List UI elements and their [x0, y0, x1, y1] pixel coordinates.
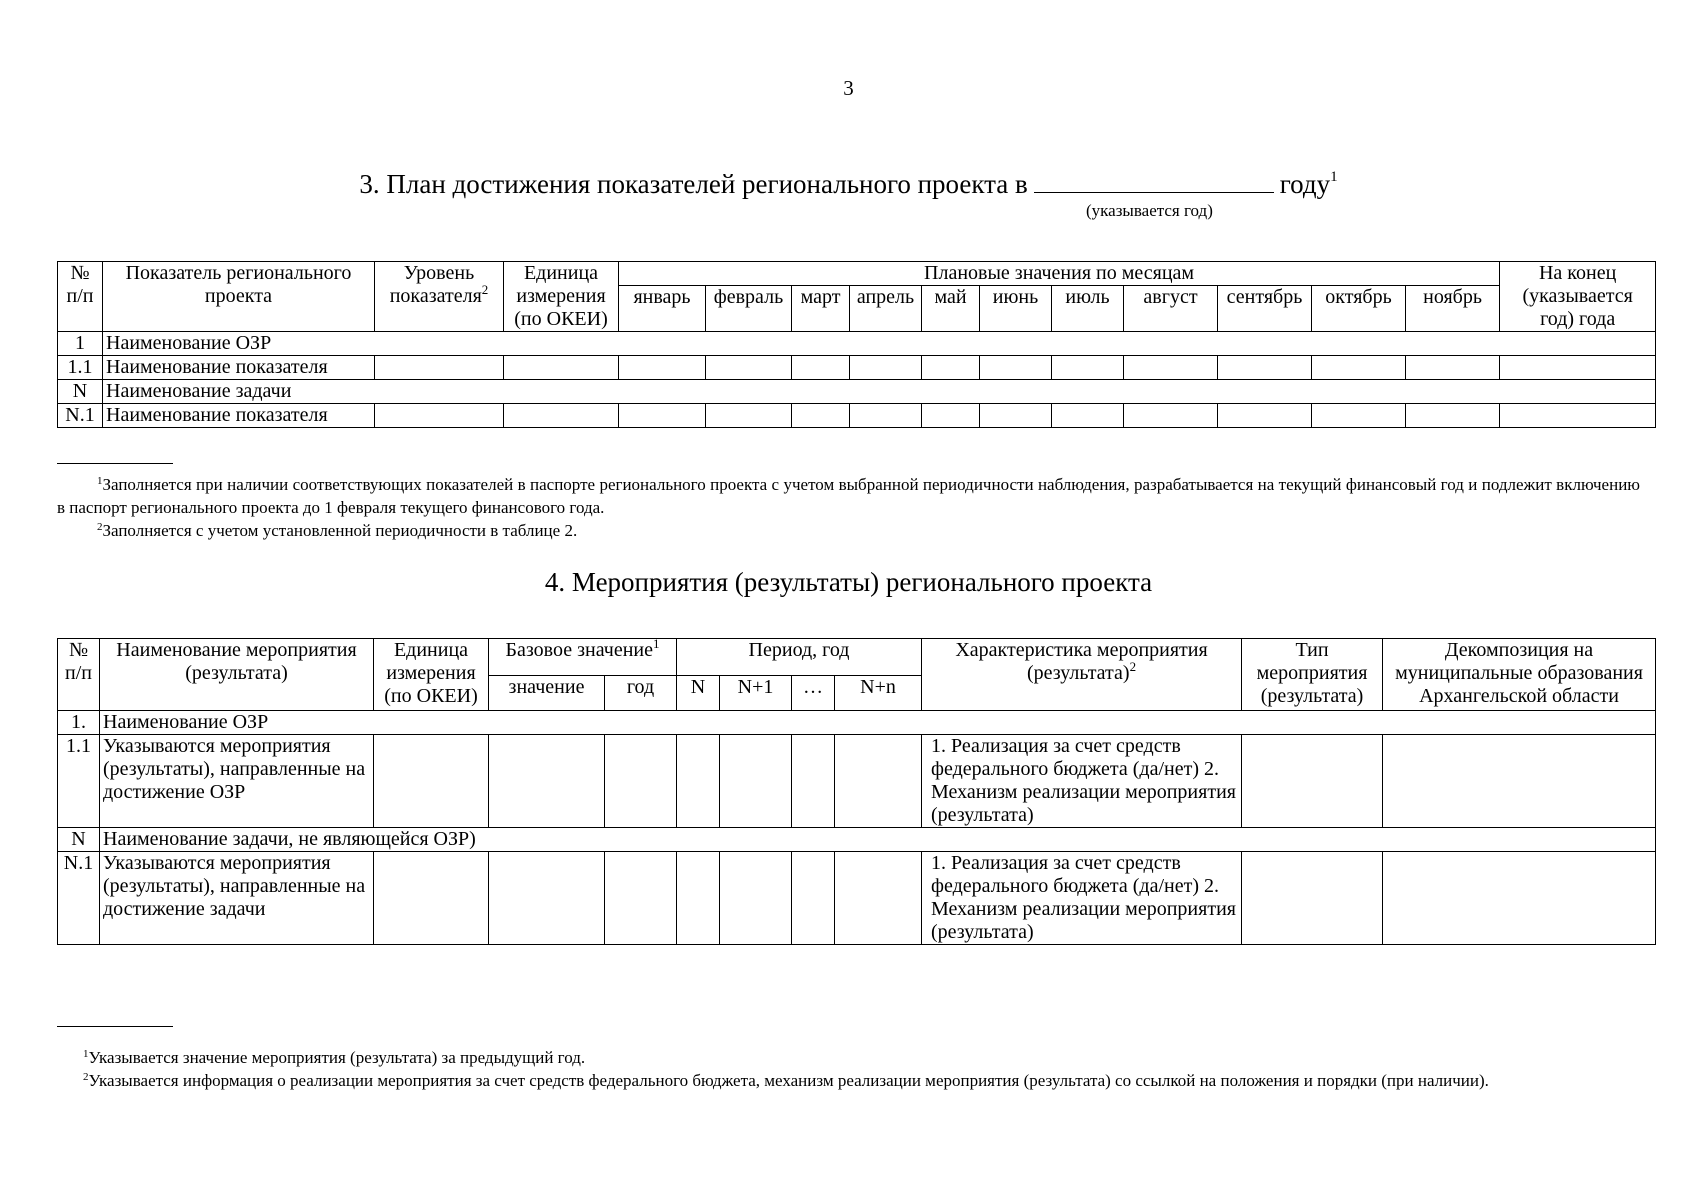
empty-cell	[1218, 356, 1312, 380]
month-may: май	[922, 286, 980, 332]
empty-cell	[504, 356, 619, 380]
empty-cell	[980, 356, 1052, 380]
empty-cell	[605, 852, 677, 945]
row-characteristic: 1. Реализация за счет средств федерального бюджета (да/нет) 2. Механизм реализации мероприятия (результата)	[922, 735, 1242, 828]
indicators-plan-table	[57, 261, 1656, 428]
empty-cell	[1383, 735, 1656, 828]
empty-cell	[1383, 852, 1656, 945]
empty-cell	[1312, 404, 1406, 428]
section4-footnotes	[57, 1046, 1640, 1092]
footnote-text: Указывается информация о реализации мероприятия за счет средств федерального бюджета, механизм реализации мероприятия (результата) со ссылкой на положения и порядки (при наличии).	[88, 1071, 1489, 1090]
header-level	[375, 262, 504, 332]
row-name: Наименование показателя	[103, 404, 375, 428]
row-num: N.1	[58, 404, 103, 428]
empty-cell	[619, 404, 706, 428]
month-jul: июль	[1052, 286, 1124, 332]
empty-cell	[1242, 852, 1383, 945]
header-num: № п/п	[58, 639, 100, 711]
header-characteristic-text: Характеристика мероприятия (результата)	[955, 639, 1208, 684]
header-base-year-sub: год	[605, 676, 677, 711]
empty-cell	[1312, 356, 1406, 380]
row-num: 1.1	[58, 356, 103, 380]
page-number: 3	[843, 76, 854, 100]
table-row	[58, 735, 1656, 828]
header-unit: Единица измерения (по ОКЕИ)	[374, 639, 489, 711]
empty-cell	[1242, 735, 1383, 828]
header-type: Тип мероприятия (результата)	[1242, 639, 1383, 711]
empty-cell	[720, 852, 792, 945]
month-apr: апрель	[850, 286, 922, 332]
activities-table	[57, 638, 1656, 945]
empty-cell	[375, 404, 504, 428]
header-base-value	[489, 639, 677, 676]
empty-cell	[489, 735, 605, 828]
footnote-mark: 2	[97, 521, 103, 533]
empty-cell	[1052, 356, 1124, 380]
empty-cell	[835, 735, 922, 828]
header-end-of-year: На конец (указывается год) года	[1500, 262, 1656, 332]
table4-header-row-1	[58, 639, 1656, 676]
table-row	[58, 828, 1656, 852]
row-characteristic: 1. Реализация за счет средств федерального бюджета (да/нет) 2. Механизм реализации мероприятия (результата)	[922, 852, 1242, 945]
row-name: Наименование задачи	[103, 380, 1656, 404]
empty-cell	[792, 404, 850, 428]
row-name: Наименование ОЗР	[100, 711, 1656, 735]
footnote-mark: 2	[83, 1071, 89, 1083]
header-indicator: Показатель регионального проекта	[103, 262, 375, 332]
footnote-separator	[57, 1026, 173, 1027]
header-unit: Единица измерения (по ОКЕИ)	[504, 262, 619, 332]
header-characteristic-footnote-mark: 2	[1129, 659, 1137, 674]
section3-title	[0, 168, 1697, 200]
empty-cell	[1124, 356, 1218, 380]
empty-cell	[677, 735, 720, 828]
footnote	[57, 519, 1640, 542]
empty-cell	[1500, 404, 1656, 428]
row-num: N	[58, 828, 100, 852]
empty-cell	[850, 356, 922, 380]
footnote-separator	[57, 463, 173, 464]
section4-title: 4. Мероприятия (результаты) регионального проекта	[544, 567, 1153, 597]
empty-cell	[980, 404, 1052, 428]
empty-cell	[1500, 356, 1656, 380]
empty-cell	[619, 356, 706, 380]
month-jun: июнь	[980, 286, 1052, 332]
section3-footnotes	[57, 473, 1640, 542]
table-row	[58, 380, 1656, 404]
empty-cell	[706, 404, 792, 428]
empty-cell	[1406, 404, 1500, 428]
footnote-mark: 1	[83, 1048, 89, 1060]
empty-cell	[1124, 404, 1218, 428]
month-jan: январь	[619, 286, 706, 332]
empty-cell	[489, 852, 605, 945]
period-n: N	[677, 676, 720, 711]
header-activity-name: Наименование мероприятия (результата)	[100, 639, 374, 711]
empty-cell	[922, 404, 980, 428]
empty-cell	[720, 735, 792, 828]
footnote	[57, 473, 1640, 519]
row-name: Наименование ОЗР	[103, 332, 1656, 356]
empty-cell	[374, 852, 489, 945]
header-decomposition: Декомпозиция на муниципальные образования Архангельской области	[1383, 639, 1656, 711]
empty-cell	[850, 404, 922, 428]
header-base-footnote-mark: 1	[653, 638, 660, 651]
row-num: 1	[58, 332, 103, 356]
period-n-plus-1: N+1	[720, 676, 792, 711]
empty-cell	[1052, 404, 1124, 428]
row-num: 1.1	[58, 735, 100, 828]
table-row	[58, 404, 1656, 428]
footnote-text: Заполняется при наличии соответствующих показателей в паспорте регионального проекта с учетом выбранной периодичности наблюдения, разрабатывается на текущий финансовый год и подлежит включению в паспорт регионального проекта до 1 февраля текущего финансового года.	[57, 475, 1640, 517]
header-level-text: Уровень показателя	[389, 262, 482, 307]
month-mar: март	[792, 286, 850, 332]
table-row	[58, 332, 1656, 356]
period-ellipsis: …	[792, 676, 835, 711]
section3-title-suffix: году	[1279, 169, 1331, 199]
empty-cell	[605, 735, 677, 828]
empty-cell	[375, 356, 504, 380]
row-name: Наименование показателя	[103, 356, 375, 380]
empty-cell	[922, 356, 980, 380]
footnote-text: Заполняется с учетом установленной периодичности в таблице 2.	[102, 521, 578, 540]
header-planned-values: Плановые значения по месяцам	[619, 262, 1500, 286]
month-aug: август	[1124, 286, 1218, 332]
row-name: Наименование задачи, не являющейся ОЗР)	[100, 828, 1656, 852]
section3-title-text: 3. План достижения показателей регионального проекта в	[359, 169, 1028, 199]
header-characteristic	[922, 639, 1242, 711]
empty-cell	[1406, 356, 1500, 380]
empty-cell	[1218, 404, 1312, 428]
header-period: Период, год	[677, 639, 922, 676]
header-num: № п/п	[58, 262, 103, 332]
empty-cell	[835, 852, 922, 945]
table-row	[58, 356, 1656, 380]
period-n-plus-n: N+n	[835, 676, 922, 711]
month-nov: ноябрь	[1406, 286, 1500, 332]
footnote-text: Указывается значение мероприятия (результата) за предыдущий год.	[88, 1048, 586, 1067]
empty-cell	[677, 852, 720, 945]
year-hint: (указывается год)	[1086, 201, 1213, 220]
month-sep: сентябрь	[1218, 286, 1312, 332]
empty-cell	[374, 735, 489, 828]
empty-cell	[504, 404, 619, 428]
year-blank-line	[1034, 168, 1274, 193]
table3-header-row-1	[58, 262, 1656, 286]
footnote-mark: 1	[97, 475, 103, 487]
empty-cell	[792, 852, 835, 945]
row-num: 1.	[58, 711, 100, 735]
header-level-footnote-mark: 2	[481, 282, 489, 297]
empty-cell	[792, 735, 835, 828]
section3-title-footnote-mark: 1	[1330, 169, 1338, 185]
row-num: N	[58, 380, 103, 404]
table-row	[58, 711, 1656, 735]
header-base-value-sub: значение	[489, 676, 605, 711]
row-num: N.1	[58, 852, 100, 945]
month-feb: февраль	[706, 286, 792, 332]
empty-cell	[792, 356, 850, 380]
footnote	[57, 1069, 1640, 1092]
footnote	[57, 1046, 1640, 1069]
row-name: Указываются мероприятия (результаты), направленные на достижение задачи	[100, 852, 374, 945]
month-oct: октябрь	[1312, 286, 1406, 332]
empty-cell	[706, 356, 792, 380]
header-base-value-text: Базовое значение	[505, 639, 653, 661]
row-name: Указываются мероприятия (результаты), направленные на достижение ОЗР	[100, 735, 374, 828]
table-row	[58, 852, 1656, 945]
